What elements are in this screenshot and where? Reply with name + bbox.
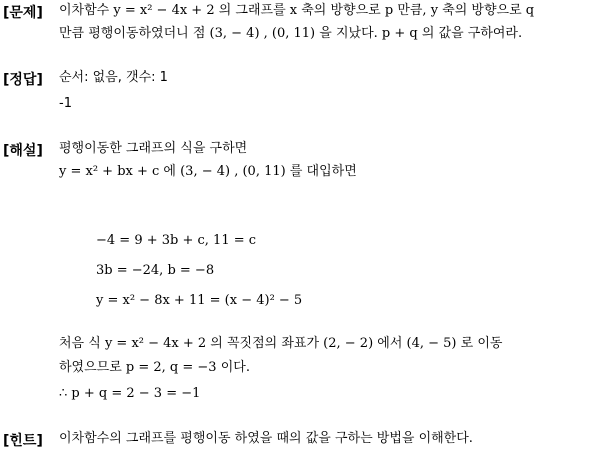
problem-line-2: 만큼 평행이동하였더니 점 (3, − 4) , (0, 11) 을 지났다. p + q 의 값을 구하여라. (59, 26, 523, 41)
hint-line-1: 이차함수의 그래프를 평행이동 하였을 때의 값을 구하는 방법을 이해한다. (59, 431, 473, 446)
hint-label: [힌트] (3, 433, 43, 449)
solution-equation-3: y = x² − 8x + 11 = (x − 4)² − 5 (96, 293, 303, 308)
answer-label: [정답] (3, 72, 43, 88)
solution-line-4: 하였으므로 p = 2, q = −3 이다. (59, 360, 250, 375)
problem-label: [문제] (3, 5, 43, 21)
problem-line-1: 이차함수 y = x² − 4x + 2 의 그래프를 x 축의 방향으로 p 만큼, y 축의 방향으로 q (59, 3, 535, 18)
solution-line-1: 평행이동한 그래프의 식을 구하면 (59, 141, 248, 156)
answer-line-1: 순서: 없음, 갯수: 1 (59, 70, 168, 85)
solution-label: [해설] (3, 143, 43, 159)
solution-equation-1: −4 = 9 + 3b + c, 11 = c (96, 233, 257, 248)
solution-line-5: ∴ p + q = 2 − 3 = −1 (59, 386, 201, 401)
solution-line-2: y = x² + bx + c 에 (3, − 4) , (0, 11) 를 대입하면 (59, 164, 357, 179)
solution-equation-2: 3b = −24, b = −8 (96, 263, 215, 278)
answer-line-2: -1 (59, 96, 72, 111)
solution-line-3: 처음 식 y = x² − 4x + 2 의 꼭짓점의 좌표가 (2, − 2) 에서 (4, − 5) 로 이동 (59, 336, 503, 351)
